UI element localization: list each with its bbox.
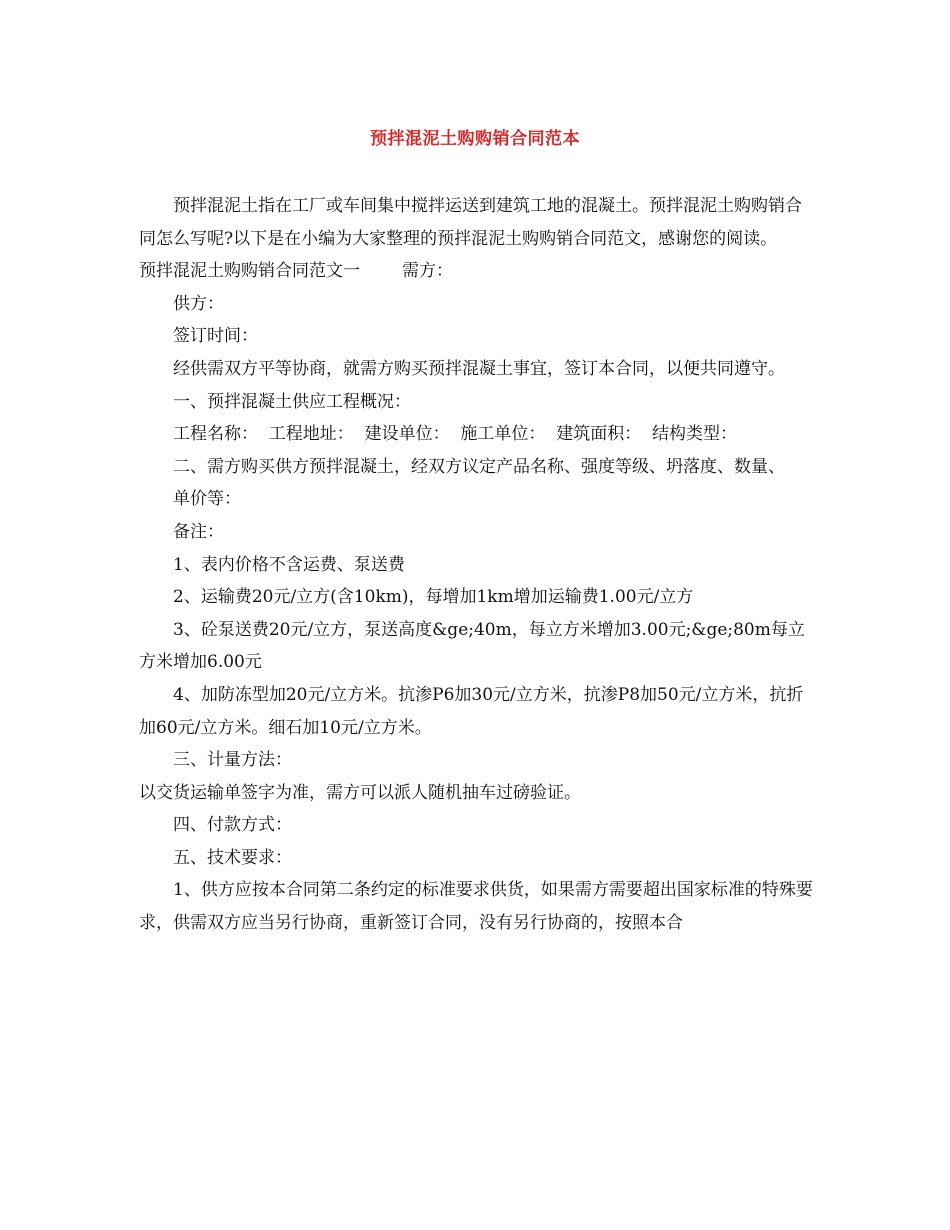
article-5-title: 五、技术要求： bbox=[173, 847, 292, 868]
article-3-title: 三、计量方法： bbox=[173, 750, 292, 771]
article-5-item-1: 1、供方应按本合同第二条约定的标准要求供货，如果需方需要超出国家标准的特殊要求，供需双方应当另行协商，重新签订合同，没有另行协商的，按照本合 bbox=[139, 880, 813, 934]
notes-label: 备注： bbox=[173, 521, 224, 542]
section-heading: 预拌混泥土购购销合同范文一 bbox=[139, 261, 360, 282]
preamble-paragraph: 经供需双方平等协商，就需方购买预拌混凝土事宜，签订本合同，以便共同遵守。 bbox=[173, 358, 785, 379]
intro-paragraph: 预拌混泥土指在工厂或车间集中搅拌运送到建筑工地的混凝土。预拌混泥土购购销合同怎么写呢?以下是在小编为大家整理的预拌混泥土购购销合同范文，感谢您的阅读。 bbox=[139, 196, 802, 249]
article-2-text: 二、需方购买供方预拌混凝土，经双方议定产品名称、强度等级、坍落度、数量、 bbox=[173, 456, 785, 477]
article-2-continuation: 单价等： bbox=[173, 489, 241, 510]
article-1-fields: 工程名称： 工程地址： 建设单位： 施工单位： 建筑面积： 结构类型： bbox=[173, 424, 738, 445]
note-3: 3、砼泵送费20元/立方，泵送高度&ge;40m，每立方米增加3.00元;&ge;80m每立方米增加6.00元 bbox=[139, 619, 805, 673]
sign-time: 签订时间： bbox=[173, 326, 258, 347]
note-2: 2、运输费20元/立方(含10km)，每增加1km增加运输费1.00元/立方 bbox=[173, 587, 694, 608]
section-heading-line bbox=[139, 255, 815, 288]
document-title: 预拌混泥土购购销合同范本 bbox=[370, 129, 580, 149]
party-supply: 供方： bbox=[173, 293, 224, 314]
party-demand: 需方： bbox=[402, 261, 453, 282]
article-4-title: 四、付款方式： bbox=[173, 815, 292, 836]
article-3-text: 以交货运输单签字为准，需方可以派人随机抽车过磅验证。 bbox=[139, 782, 581, 803]
article-1-title: 一、预拌混凝土供应工程概况： bbox=[173, 391, 411, 412]
note-4: 4、加防冻型加20元/立方米。抗渗P6加30元/立方米，抗渗P8加50元/立方米，抗折加60元/立方米。细石加10元/立方米。 bbox=[139, 684, 804, 738]
document-body bbox=[139, 190, 815, 940]
note-1: 1、表内价格不含运费、泵送费 bbox=[173, 554, 405, 575]
